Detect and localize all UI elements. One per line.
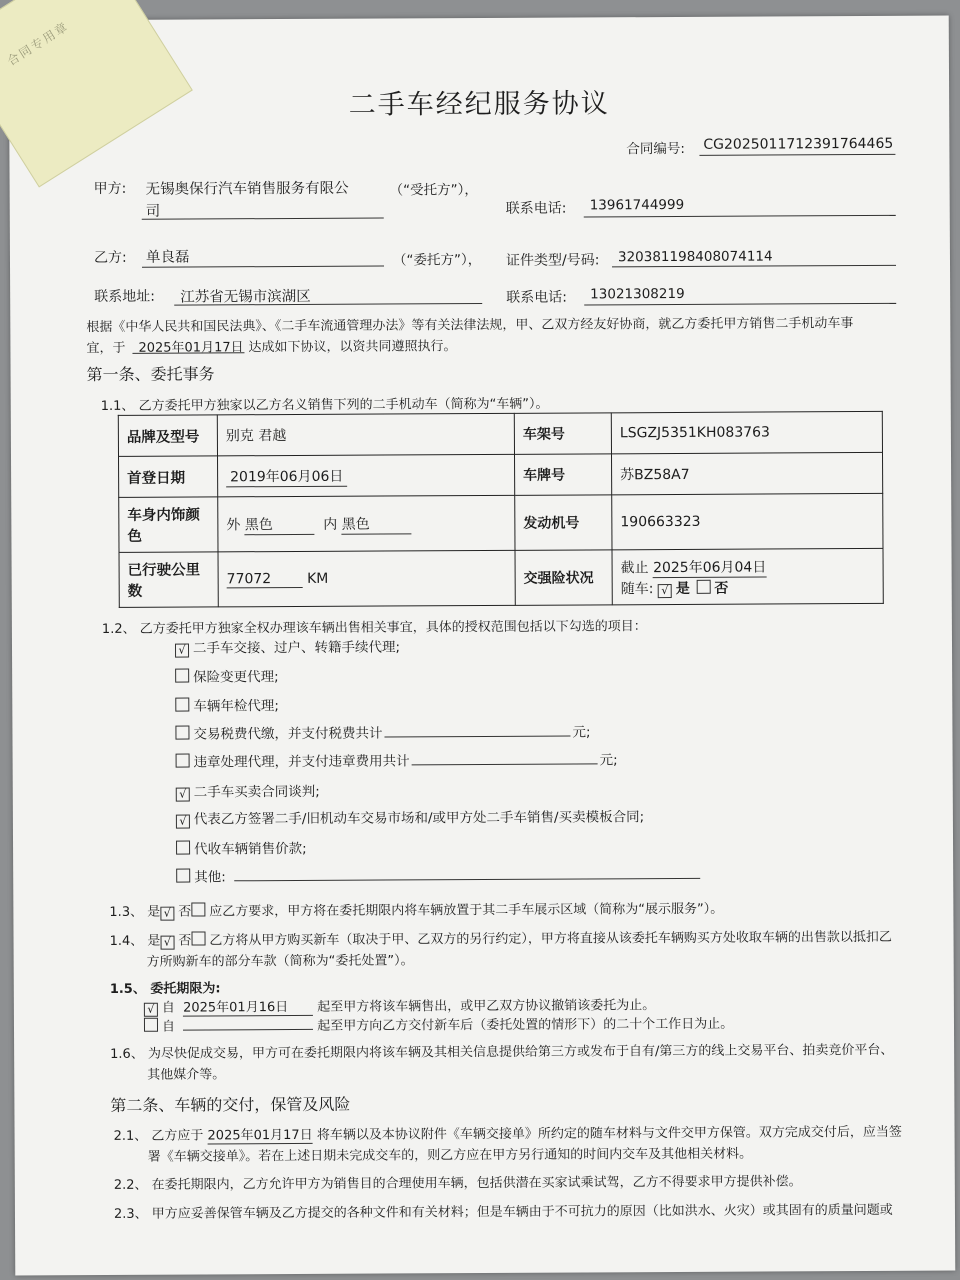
int-prefix: 内 — [323, 516, 338, 533]
auth-text-9: 其他: — [194, 869, 226, 886]
mileage-unit: KM — [307, 570, 329, 587]
term-2-checkbox[interactable] — [144, 1018, 158, 1032]
page-title: 二手车经纪服务协议 — [348, 88, 610, 121]
plate-value: 苏BZ58A7 — [611, 452, 882, 494]
intro-date: 2025年01月17日 — [138, 340, 244, 356]
clause-2-3: 2.3、 甲方应妥善保管车辆及乙方提交的各种文件和有关材料；但是车辆由于不可抗力的原因（比如洪水、火灾）或其固有的质量问题或 — [113, 1202, 893, 1222]
party-b-id: 320381198408074114 — [617, 248, 773, 266]
vin-label: 车架号 — [514, 413, 611, 455]
term-1-checkbox[interactable]: √ — [144, 1003, 158, 1017]
party-b-phone-label: 联系电话: — [506, 289, 567, 306]
clause-1-3 — [109, 898, 723, 921]
auth-text-4: 交易税费代缴，并支付税费共计 — [193, 725, 383, 743]
clause-1-4 — [109, 926, 891, 950]
auth-text-1: 二手车交接、过户、转籍手续代理; — [192, 639, 401, 657]
no-label: 否 — [714, 580, 729, 597]
party-b-phone: 13021308219 — [590, 285, 685, 303]
intro-line-1: 根据《中华人民共和国民法典》、《二手车流通管理办法》等有关法律法规，甲、乙双方经友好协商，就乙方委托甲方销售二手机动车事 — [86, 316, 854, 336]
mileage-cell — [218, 550, 515, 607]
insurance-no-checkbox[interactable] — [696, 579, 710, 593]
auth-text-8: 代收车辆销售价款; — [194, 840, 307, 858]
clause-1-2: 1.2、 乙方委托甲方独家全权办理该车辆出售相关事宜，具体的授权范围包括以下勾选的项目： — [101, 619, 647, 637]
reg-date-cell — [218, 454, 515, 497]
ext-prefix: 外 — [226, 516, 241, 533]
reg-date-label: 首登日期 — [119, 456, 218, 498]
int-color: 黑色 — [342, 513, 412, 534]
mileage-value: 77072 — [227, 570, 303, 587]
term-2-pre: 自 — [161, 1019, 176, 1035]
auth-item-3 — [175, 694, 279, 715]
auth-item-1 — [175, 635, 400, 657]
intro-line-2-pre: 宜，于 — [86, 340, 126, 357]
term-1-date: 2025年01月16日 — [183, 996, 313, 1017]
clause-2-2: 2.2、 在委托期限内，乙方允许甲方为销售目的合理使用车辆，包括供潜在买家试乘试驾，乙方不得要求甲方提供补偿。 — [113, 1174, 802, 1193]
yes-label: 是 — [675, 580, 690, 597]
brand-value: 别克 君越 — [217, 413, 514, 456]
auth-suffix-4: 元; — [572, 724, 591, 741]
clause-1-3-pre: 1.3、 是 — [109, 904, 161, 920]
party-a-name-2: 司 — [145, 203, 161, 220]
clause-1-4-pre: 1.4、 是 — [109, 933, 161, 949]
party-b-label: 乙方: — [93, 249, 127, 267]
auth-checkbox-2[interactable] — [175, 669, 189, 683]
clause-1-4-post: 乙方将从甲方购买新车（取决于甲、乙双方的另行约定），甲方将直接从该委托车辆购买方处收取车辆的出售款以抵扣乙 — [209, 929, 892, 949]
clause-1-1: 1.1、 乙方委托甲方独家以乙方名义销售下列的二手机动车（简称为“车辆”）。 — [100, 396, 549, 414]
clause-1-3-mid: 否 — [178, 904, 192, 920]
color-label: 车身内饰颜色 — [119, 497, 218, 553]
auth-checkbox-5[interactable] — [176, 754, 190, 768]
party-a-name-1: 无锡奥保行汽车销售服务有限公 — [145, 180, 349, 198]
auth-text-2: 保险变更代理; — [193, 669, 279, 686]
engine-label: 发动机号 — [515, 495, 612, 551]
party-a-role: （“受托方”）， — [389, 182, 478, 199]
auth-item-9 — [176, 863, 700, 886]
clause-1-4-mid: 否 — [178, 933, 192, 949]
color-cell — [218, 495, 515, 552]
insurance-yes-checkbox[interactable]: √ — [658, 584, 672, 598]
clause-1-6-line-2: 其他媒介等。 — [147, 1067, 226, 1083]
reg-date-value: 2019年06月06日 — [226, 465, 347, 487]
clause-2-1-date: 2025年01月17日 — [207, 1124, 312, 1145]
auth-item-4 — [175, 720, 590, 742]
clause-2-1-post: 将车辆以及本协议附件《车辆交接单》所约定的随车材料与文件交甲方保管。双方完成交付后，应当签 — [316, 1124, 902, 1143]
contract-number-label: 合同编号: — [626, 140, 686, 158]
auth-checkbox-4[interactable] — [175, 726, 189, 740]
auth-checkbox-3[interactable] — [175, 698, 189, 712]
party-b-role: （“委托方”）， — [392, 251, 482, 269]
clause-1-3-post: 应乙方要求，甲方将在委托期限内将车辆放置于其二手车展示区域（简称为“展示服务”）。 — [209, 901, 724, 920]
term-2-post: 起至甲方向乙方交付新车后（委托处置的情形下）的二十个工作日为止。 — [317, 1016, 734, 1034]
auth-checkbox-1[interactable]: √ — [175, 644, 189, 658]
party-b-name: 单良磊 — [145, 249, 190, 266]
mileage-label: 已行驶公里数 — [119, 552, 218, 608]
vehicle-table — [118, 411, 884, 608]
clause-1-3-no-checkbox[interactable] — [191, 902, 205, 916]
auth-checkbox-9[interactable] — [176, 869, 190, 883]
party-a-label: 甲方: — [93, 180, 127, 198]
auth-checkbox-7[interactable]: √ — [176, 815, 190, 829]
engine-value: 190663323 — [612, 493, 883, 549]
auth-checkbox-6[interactable]: √ — [176, 788, 190, 802]
brand-label: 品牌及型号 — [118, 415, 217, 457]
clause-1-4-no-checkbox[interactable] — [191, 931, 205, 945]
plate-label: 车牌号 — [514, 454, 611, 496]
auth-item-7 — [176, 805, 644, 828]
insurance-cell — [612, 548, 883, 604]
article-2-heading: 第二条、车辆的交付，保管及风险 — [110, 1094, 351, 1115]
insurance-label: 交强险状况 — [515, 550, 612, 606]
contract-number: CG2025011712391764465 — [703, 135, 894, 153]
insurance-date: 2025年06月04日 — [653, 556, 766, 578]
party-b-address: 江苏省无锡市滨湖区 — [180, 288, 311, 306]
stamp-text: 合同专用章 — [4, 19, 72, 69]
clause-1-3-yes-checkbox[interactable]: √ — [160, 907, 174, 921]
with-car-label: 随车: — [620, 580, 654, 597]
party-a-phone-label: 联系电话: — [505, 200, 567, 217]
clause-1-4-yes-checkbox[interactable]: √ — [160, 936, 174, 950]
auth-item-5 — [176, 748, 618, 770]
clause-1-6-line-1: 1.6、 为尽快促成交易，甲方可在委托期限内将该车辆及其相关信息提供给第三方或发布于自有/第三方的线上交易平台、拍卖竞价平台、 — [110, 1042, 894, 1062]
auth-item-2 — [175, 665, 279, 686]
intro-line-2-post: 达成如下协议，以资共同遵照执行。 — [248, 339, 457, 356]
party-b-address-label: 联系地址: — [94, 288, 155, 306]
clause-2-1-pre: 2.1、 乙方应于 — [113, 1128, 204, 1144]
clause-2-1-line-2: 署《车辆交接单》。若在上述日期未完成交车的，则乙方应在甲方另行通知的时间内交车及其他相关材料。 — [147, 1146, 753, 1165]
clause-1-5-label: 1.5、 委托期限为: — [109, 981, 221, 997]
article-1-heading: 第一条、委托事务 — [86, 364, 215, 385]
clause-1-5-row-2 — [144, 1013, 733, 1035]
term-1-post: 起至甲方将该车辆售出，或甲乙双方协议撤销该委托为止。 — [317, 998, 656, 1015]
contract-page — [4, 16, 956, 1276]
auth-text-6: 二手车买卖合同谈判; — [193, 783, 320, 801]
party-a-phone: 13961744999 — [589, 196, 685, 214]
clause-1-4-line-2: 方所购新车的部分车款（简称为“委托处置”）。 — [146, 953, 414, 970]
auth-text-7: 代表乙方签署二手/旧机动车交易市场和/或甲方处二手车销售/买卖模板合同; — [193, 809, 645, 828]
auth-text-5: 违章处理代理，并支付违章费用共计 — [193, 753, 410, 771]
auth-item-6 — [176, 780, 320, 802]
auth-suffix-5: 元; — [599, 752, 618, 769]
auth-text-3: 车辆年检代理; — [193, 698, 279, 715]
auth-item-8 — [176, 837, 307, 858]
clause-2-1 — [114, 1121, 902, 1145]
ext-color: 黑色 — [245, 513, 315, 534]
vin-value: LSGZJ5351KH083763 — [611, 411, 882, 453]
insurance-prefix: 截止 — [620, 559, 649, 576]
term-1-pre: 自 — [161, 1000, 175, 1016]
auth-checkbox-8[interactable] — [176, 841, 190, 855]
party-b-id-label: 证件类型/号码: — [505, 252, 600, 269]
